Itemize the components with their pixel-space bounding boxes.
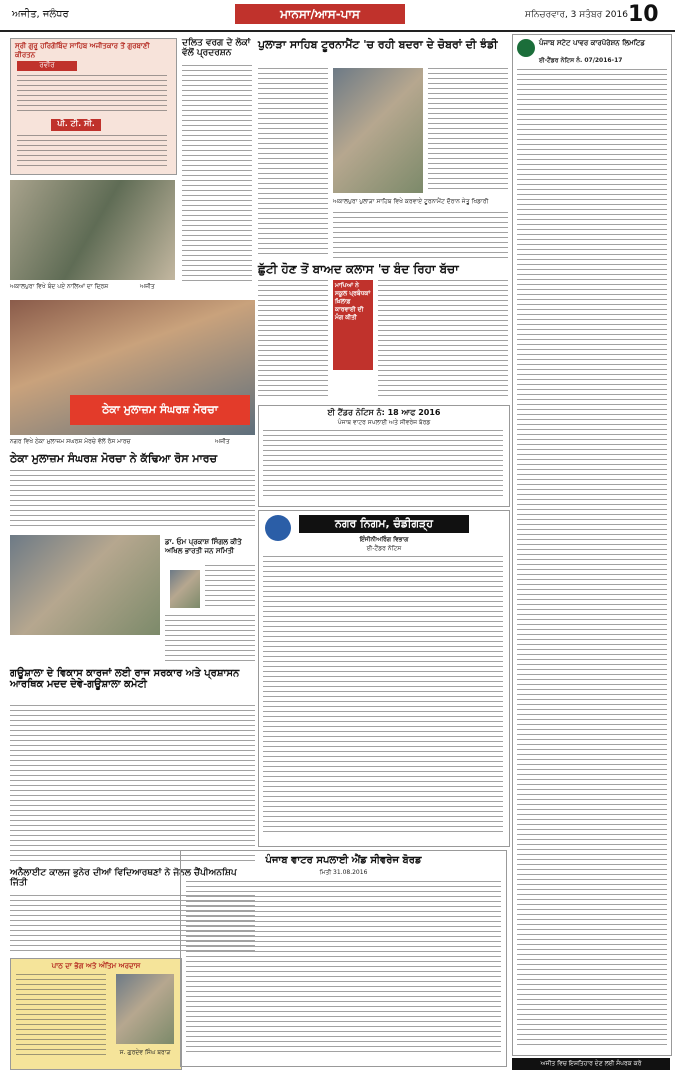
nagar-nigam-title: ਨਗਰ ਨਿਗਮ, ਚੰਡੀਗੜ੍ਹ — [299, 515, 469, 533]
tournament-body-c — [333, 212, 508, 258]
ad-body-text-2 — [17, 135, 167, 170]
water-tender-sub: ਪੰਜਾਬ ਵਾਟਰ ਸਪਲਾਈ ਅਤੇ ਸੀਵਰੇਜ ਬੋਰਡ — [337, 419, 431, 426]
sewage-caption: ਅਕਾਲਪੁਰਾ ਵਿਖੇ ਬੰਦ ਪਏ ਨਾਲਿਆਂ ਦਾ ਦ੍ਰਿਸ਼ — [10, 283, 109, 290]
pspcl-title: ਪੰਜਾਬ ਸਟੇਟ ਪਾਵਰ ਕਾਰਪੋਰੇਸ਼ਨ ਲਿਮਟਿਡ — [539, 39, 645, 47]
ad-title: ਸ੍ਰੀ ਗੁਰੂ ਹਰਿਗੋਬਿੰਦ ਸਾਹਿਬ ਅਜੀਤਕਾਰ ਤੋਂ ਗੁਰਬਾਣੀ ਕੀਰਤਨ — [15, 42, 150, 59]
water-tender-table — [263, 430, 503, 500]
nagar-nigam-tender — [258, 510, 510, 847]
committee-headline: ਡਾ. ਓਮ ਪ੍ਰਕਾਸ਼ ਸਿੰਗਲ ਕੀਤੇ ਅਖਿਲ ਭਾਰਤੀ ਜਨ ਸਮਿਤੀ — [165, 538, 242, 555]
tournament-headline: ਪੁਲਾੜਾ ਸਾਹਿਬ ਟੂਰਨਾਮੈਂਟ 'ਚ ਰਹੀ ਬਦਰਾ ਦੇ ਚੋਬਰਾਂ ਦੀ ਝੰਡੀ — [258, 38, 498, 51]
school-body-a — [258, 280, 328, 400]
ptc-label: ਪੀ. ਟੀ. ਸੀ. — [51, 119, 101, 131]
obituary-photo — [116, 974, 174, 1044]
section-title: ਮਾਨਸਾ/ਆਸ-ਪਾਸ — [235, 4, 405, 24]
ad-body-text — [17, 75, 167, 115]
school-quote: ਮਾਪਿਆਂ ਨੇ ਸਕੂਲ ਪ੍ਰਬੰਧਕਾਂ ਖ਼ਿਲਾਫ਼ ਕਾਰਵਾਈ ਦੀ ਮੰਗ ਕੀਤੀ — [333, 280, 373, 370]
page-number: 10 — [628, 2, 659, 27]
ad-subtitle: ਰਵੀਰ — [17, 61, 77, 71]
nagar-nigam-table — [263, 556, 503, 836]
pspcl-table — [517, 69, 667, 1049]
sewerage-date: ਮਿਤੀ 31.08.2016 — [319, 869, 368, 876]
dalit-article-body — [182, 65, 252, 285]
school-headline: ਛੁੱਟੀ ਹੋਣ ਤੋਂ ਬਾਅਦ ਕਲਾਸ 'ਚ ਬੰਦ ਰਿਹਾ ਬੱਚਾ — [258, 262, 459, 276]
nagar-nigam-logo-icon — [265, 515, 291, 541]
ad-contact-footer: ਅਜੀਤ ਵਿਚ ਇਸ਼ਤਿਹਾਰ ਦੇਣ ਲਈ ਸੰਪਰਕ ਕਰੋ — [512, 1058, 670, 1070]
water-tender-title: ਈ ਟੈਂਡਰ ਨੋਟਿਸ ਨੰ: 18 ਆਫ 2016 — [327, 408, 441, 417]
gaushala-article-body — [10, 705, 255, 865]
page-header — [0, 0, 675, 32]
gaushala-headline: ਗਊਸ਼ਾਲਾ ਦੇ ਵਿਕਾਸ ਕਾਰਜਾਂ ਲਈ ਰਾਜ ਸਰਕਾਰ ਅਤੇ ਪ੍ਰਸ਼ਾਸਨ ਆਰਥਿਕ ਮਦਦ ਦੇਵੇ-ਗਊਸ਼ਾਲਾ ਕਮੇਟੀ — [10, 668, 240, 690]
obituary-text — [16, 974, 106, 1059]
pspcl-tender — [512, 34, 672, 1056]
committee-body-b — [165, 615, 255, 665]
sewage-credit: ਅਜੀਤ — [140, 283, 155, 290]
school-body-b — [378, 280, 508, 400]
obituary-title: ਪਾਠ ਦਾ ਭੋਗ ਅਤੇ ਅੰਤਿਮ ਅਰਦਾਸ — [51, 962, 141, 970]
sewerage-title: ਪੰਜਾਬ ਵਾਟਰ ਸਪਲਾਈ ਐਂਡ ਸੀਵਰੇਜ ਬੋਰਡ — [265, 855, 422, 866]
gurbani-ad — [10, 38, 177, 175]
obituary-name: ਸ. ਗੁਰਦੇਵ ਸਿੰਘ ਬਰਾੜ — [119, 1049, 171, 1056]
nagar-nigam-notice: ਈ-ਟੈਂਡਰ ਨੋਟਿਸ — [366, 545, 402, 552]
tournament-caption: ਅਕਾਲਪੁਰਾ ਪੁਲਾੜਾ ਸਾਹਿਬ ਵਿਖੇ ਕਰਵਾਏ ਟੂਰਨਾਮੈਂਟ ਦੌਰਾਨ ਜੇਤੂ ਖਿਡਾਰੀ — [333, 198, 489, 205]
pspcl-logo-icon — [517, 39, 535, 57]
newspaper-name: ਅਜੀਤ, ਜਲੰਧਰ — [12, 9, 69, 20]
dalit-headline: ਦਲਿਤ ਵਰਗ ਦੇ ਲੋਕਾਂ ਵੱਲੋਂ ਪ੍ਰਦਰਸ਼ਨ — [182, 38, 251, 58]
pspcl-notice: ਈ-ਟੈਂਡਰ ਨੋਟਿਸ ਨੰ. 07/2016-17 — [539, 57, 623, 64]
thekka-headline: ਠੇਕਾ ਮੁਲਾਜ਼ਮ ਸੰਘਰਸ਼ ਮੋਰਚਾ ਨੇ ਕੱਢਿਆ ਰੋਸ ਮਾਰਚ — [10, 452, 218, 465]
student-headline: ਅਨੈਲਾਈਟ ਕਾਲਜ ਭੁਨੇਰ ਦੀਆਂ ਵਿਦਿਆਰਥਣਾਂ ਨੇ ਜੋਨਲ ਚੈਂਪੀਅਨਸ਼ਿਪ ਜਿੱਤੀ — [10, 868, 237, 888]
protest-credit: ਅਜੀਤ — [215, 438, 230, 445]
water-tender — [258, 405, 510, 507]
tournament-body-b — [428, 68, 508, 193]
sewerage-table — [186, 881, 501, 1056]
obituary-ad — [10, 958, 182, 1070]
sewerage-tender — [180, 850, 507, 1067]
protest-banner: ਠੇਕਾ ਮੁਲਾਜ਼ਮ ਸੰਘਰਸ਼ ਮੋਰਚਾ — [70, 395, 250, 425]
issue-date: ਸਨਿਚਰਵਾਰ, 3 ਸਤੰਬਰ 2016 — [525, 10, 628, 20]
tournament-body-a — [258, 68, 328, 258]
committee-body-a — [205, 565, 255, 610]
march-photo — [10, 535, 160, 635]
committee-portrait — [170, 570, 200, 608]
thekka-article-body — [10, 470, 255, 530]
nagar-nigam-dept: ਇੰਜੀਨੀਅਰਿੰਗ ਵਿਭਾਗ — [359, 536, 409, 543]
tournament-photo — [333, 68, 423, 193]
protest-caption: ਨਗਰ ਵਿਖੇ ਠੇਕਾ ਮੁਲਾਜ਼ਮ ਸਘਰਸ਼ ਮੋਰਚੇ ਵੱਲੋਂ ਰੋਸ ਮਾਰਚ — [10, 438, 131, 445]
sewage-photo — [10, 180, 175, 280]
